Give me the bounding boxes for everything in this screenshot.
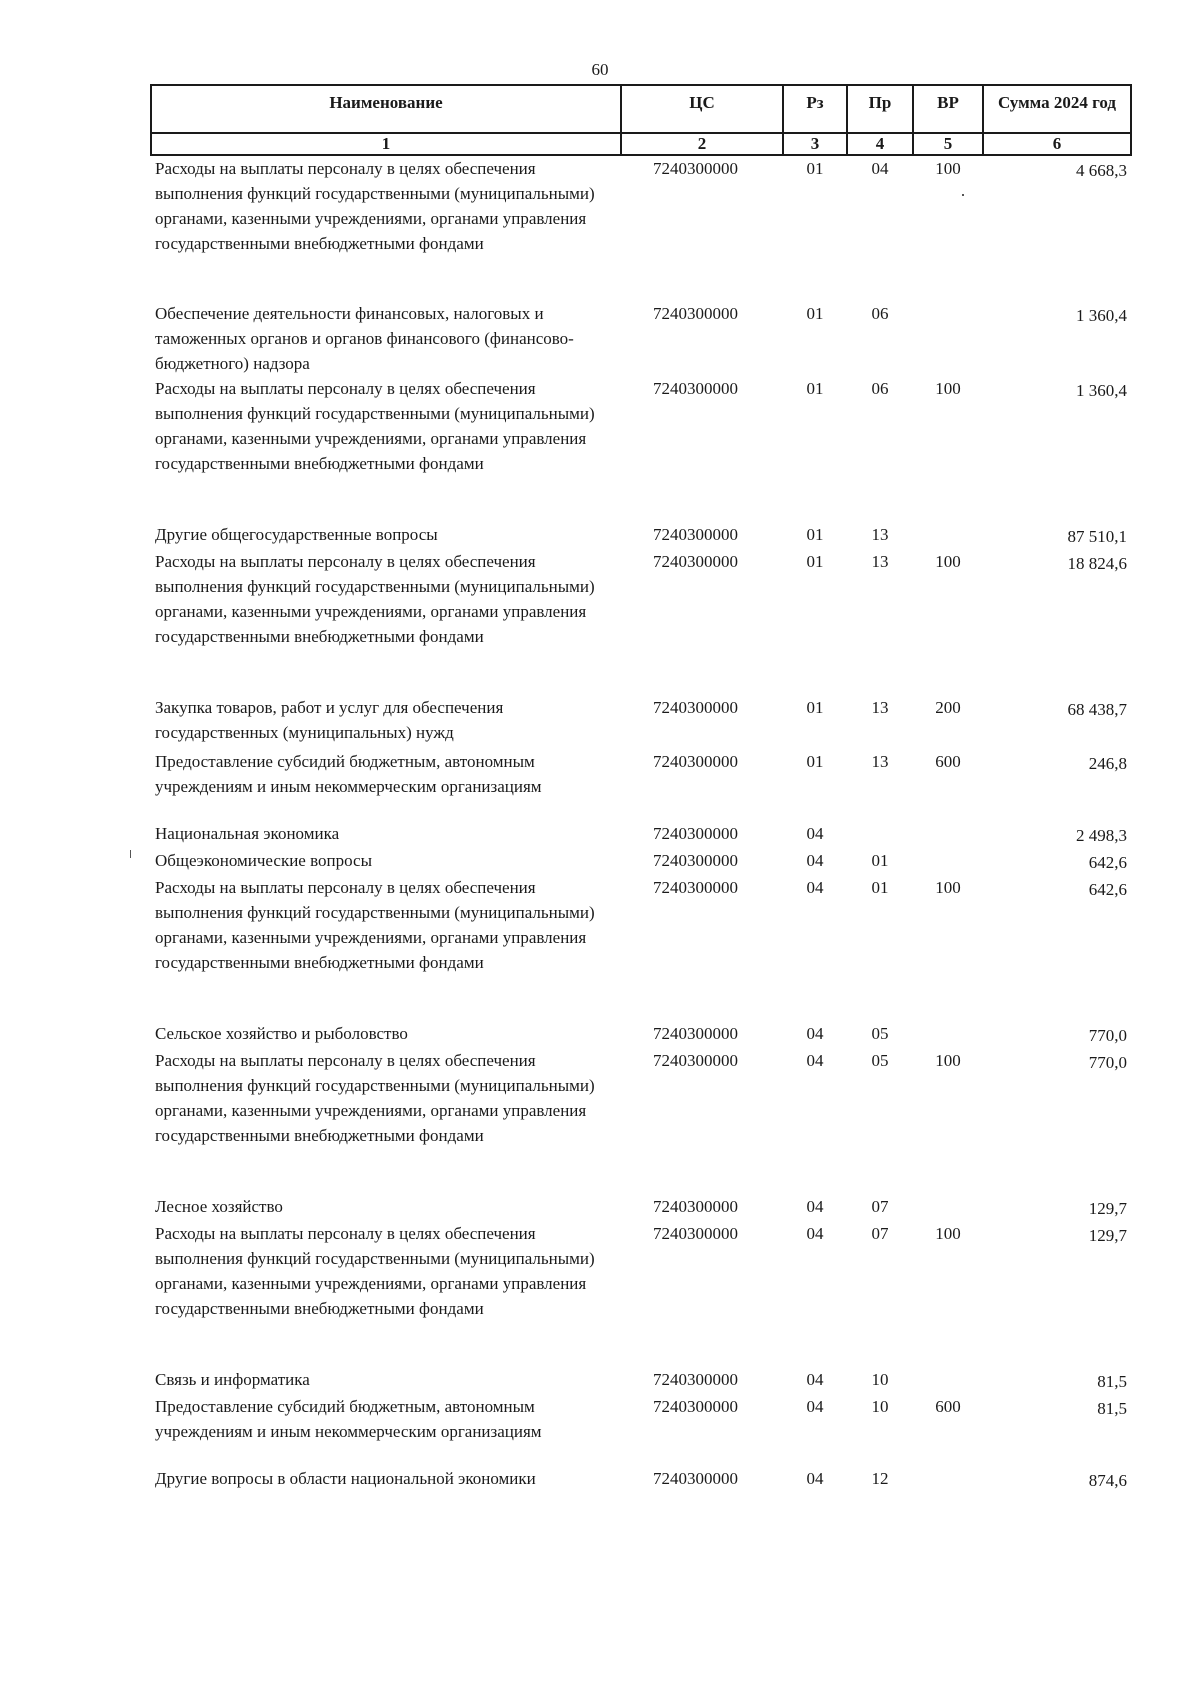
- scan-speck: [962, 194, 964, 196]
- row-vr: 600: [935, 752, 961, 771]
- row-name: Лесное хозяйство: [155, 1197, 283, 1216]
- row-sum: 129,7: [1088, 1226, 1127, 1245]
- row-cs: 7240300000: [653, 1397, 738, 1416]
- table-row: [151, 821, 1131, 848]
- row-name: Обеспечение деятельности финансовых, налоговых и таможенных органов и органов финансового (финансово-бюджетного) надзора: [155, 304, 574, 373]
- row-rz: 04: [806, 1197, 824, 1216]
- row-cs: 7240300000: [653, 1197, 738, 1216]
- row-vr: [913, 821, 983, 848]
- row-cs: 7240300000: [653, 698, 738, 717]
- row-pr: 06: [871, 379, 889, 398]
- row-sum: 18 824,6: [1067, 554, 1127, 573]
- row-rz: 01: [806, 379, 824, 398]
- row-name: Расходы на выплаты персоналу в целях обеспечения выполнения функций государственными (муниципальными) органами, казенными учреждениями, органами управления государственными внебюджетными фондами: [155, 878, 595, 972]
- row-name: Сельское хозяйство и рыболовство: [155, 1024, 408, 1043]
- row-name: Другие вопросы в области национальной экономики: [155, 1469, 536, 1488]
- row-cs: 7240300000: [653, 1024, 738, 1043]
- table-body: [151, 155, 1131, 1493]
- row-sum: 4 668,3: [1076, 161, 1127, 180]
- row-sum: 81,5: [1097, 1399, 1127, 1418]
- row-sum: 642,6: [1088, 853, 1127, 872]
- row-cs: 7240300000: [653, 851, 738, 870]
- row-rz: 04: [806, 1397, 824, 1416]
- row-cs: 7240300000: [653, 1051, 738, 1070]
- header-pr: Пр: [847, 85, 913, 133]
- row-rz: 04: [806, 878, 824, 897]
- row-sum: 246,8: [1088, 754, 1127, 773]
- row-pr: 13: [871, 525, 889, 544]
- row-pr: 07: [871, 1224, 889, 1243]
- row-pr: [847, 821, 913, 848]
- row-pr: 13: [871, 552, 889, 571]
- table-row: [151, 1367, 1131, 1394]
- row-vr: [913, 1367, 983, 1394]
- row-sum: 81,5: [1097, 1372, 1127, 1391]
- row-rz: 04: [806, 1224, 824, 1243]
- table-row: [151, 1048, 1131, 1194]
- row-rz: 04: [806, 824, 824, 843]
- column-number: 3: [783, 133, 847, 155]
- row-name: Национальная экономика: [155, 824, 340, 843]
- row-pr: 13: [871, 752, 889, 771]
- row-rz: 01: [806, 159, 824, 178]
- header-rz: Рз: [783, 85, 847, 133]
- table-row: [151, 376, 1131, 522]
- table-row: [151, 155, 1131, 301]
- header-sum: Сумма 2024 год: [983, 85, 1131, 133]
- row-sum: 129,7: [1088, 1199, 1127, 1218]
- row-pr: 06: [871, 304, 889, 323]
- row-sum: 87 510,1: [1067, 527, 1127, 546]
- column-number: 5: [913, 133, 983, 155]
- row-rz: 01: [806, 552, 824, 571]
- column-number: 6: [983, 133, 1131, 155]
- row-vr: 600: [935, 1397, 961, 1416]
- row-vr: [913, 1021, 983, 1048]
- row-sum: 874,6: [1088, 1471, 1127, 1490]
- row-pr: 01: [871, 878, 889, 897]
- row-cs: 7240300000: [653, 878, 738, 897]
- row-sum: 2 498,3: [1076, 826, 1127, 845]
- row-name: Закупка товаров, работ и услуг для обеспечения государственных (муниципальных) нужд: [155, 698, 504, 742]
- row-pr: 12: [871, 1469, 889, 1488]
- row-pr: 13: [871, 698, 889, 717]
- row-cs: 7240300000: [653, 1469, 738, 1488]
- row-vr: 100: [935, 552, 961, 571]
- row-vr: 100: [935, 379, 961, 398]
- budget-table: [150, 84, 1132, 1493]
- table-row: [151, 522, 1131, 549]
- row-rz: 01: [806, 698, 824, 717]
- row-name: Расходы на выплаты персоналу в целях обеспечения выполнения функций государственными (муниципальными) органами, казенными учреждениями, органами управления государственными внебюджетными фондами: [155, 379, 595, 473]
- row-rz: 04: [806, 1024, 824, 1043]
- row-cs: 7240300000: [653, 1370, 738, 1389]
- table-row: [151, 848, 1131, 875]
- row-vr: [913, 1466, 983, 1493]
- table-row: [151, 549, 1131, 695]
- row-vr: [913, 1194, 983, 1221]
- table-row: [151, 1394, 1131, 1466]
- row-vr: [913, 848, 983, 875]
- row-cs: 7240300000: [653, 525, 738, 544]
- table-row: [151, 749, 1131, 821]
- row-pr: 05: [871, 1051, 889, 1070]
- row-sum: 1 360,4: [1076, 306, 1127, 325]
- row-pr: 04: [871, 159, 889, 178]
- row-vr: 100: [935, 159, 961, 178]
- row-name: Расходы на выплаты персоналу в целях обеспечения выполнения функций государственными (муниципальными) органами, казенными учреждениями, органами управления государственными внебюджетными фондами: [155, 1224, 595, 1318]
- row-name: Связь и информатика: [155, 1370, 310, 1389]
- row-rz: 04: [806, 1469, 824, 1488]
- table-row: [151, 1466, 1131, 1493]
- row-pr: 10: [871, 1370, 889, 1389]
- table-row: [151, 1194, 1131, 1221]
- row-vr: 100: [935, 1051, 961, 1070]
- row-name: Расходы на выплаты персоналу в целях обеспечения выполнения функций государственными (муниципальными) органами, казенными учреждениями, органами управления государственными внебюджетными фондами: [155, 552, 595, 646]
- table-row: [151, 301, 1131, 376]
- table-row: [151, 695, 1131, 749]
- column-number: 2: [621, 133, 783, 155]
- row-name: Другие общегосударственные вопросы: [155, 525, 438, 544]
- table-row: [151, 875, 1131, 1021]
- row-rz: 01: [806, 525, 824, 544]
- row-pr: 10: [871, 1397, 889, 1416]
- header-row: [151, 85, 1131, 133]
- page-number: 60: [591, 60, 609, 79]
- row-vr: [913, 522, 983, 549]
- row-cs: 7240300000: [653, 379, 738, 398]
- column-number: 1: [151, 133, 621, 155]
- scan-speck: [130, 850, 131, 858]
- header-vr: ВР: [913, 85, 983, 133]
- row-sum: 770,0: [1088, 1026, 1127, 1045]
- row-rz: 04: [806, 1051, 824, 1070]
- header-cs: ЦС: [621, 85, 783, 133]
- row-name: Предоставление субсидий бюджетным, автономным учреждениям и иным некоммерческим организациям: [155, 1397, 542, 1441]
- row-name: Расходы на выплаты персоналу в целях обеспечения выполнения функций государственными (муниципальными) органами, казенными учреждениями, органами управления государственными внебюджетными фондами: [155, 1051, 595, 1145]
- row-vr: 100: [935, 1224, 961, 1243]
- row-rz: 01: [806, 304, 824, 323]
- row-name: Общеэкономические вопросы: [155, 851, 372, 870]
- row-cs: 7240300000: [653, 752, 738, 771]
- row-rz: 01: [806, 752, 824, 771]
- row-rz: 04: [806, 1370, 824, 1389]
- row-cs: 7240300000: [653, 304, 738, 323]
- row-pr: 01: [871, 851, 889, 870]
- column-number-row: [151, 133, 1131, 155]
- row-sum: 642,6: [1088, 880, 1127, 899]
- row-rz: 04: [806, 851, 824, 870]
- row-cs: 7240300000: [653, 552, 738, 571]
- row-cs: 7240300000: [653, 1224, 738, 1243]
- row-cs: 7240300000: [653, 159, 738, 178]
- row-name: Предоставление субсидий бюджетным, автономным учреждениям и иным некоммерческим организациям: [155, 752, 542, 796]
- row-pr: 05: [871, 1024, 889, 1043]
- header-name: Наименование: [151, 85, 621, 133]
- row-vr: 100: [935, 878, 961, 897]
- row-name: Расходы на выплаты персоналу в целях обеспечения выполнения функций государственными (муниципальными) органами, казенными учреждениями, органами управления государственными внебюджетными фондами: [155, 159, 595, 253]
- row-pr: 07: [871, 1197, 889, 1216]
- table-row: [151, 1221, 1131, 1367]
- row-cs: 7240300000: [653, 824, 738, 843]
- table-row: [151, 1021, 1131, 1048]
- column-number: 4: [847, 133, 913, 155]
- row-sum: 770,0: [1088, 1053, 1127, 1072]
- row-vr: [913, 301, 983, 376]
- row-vr: 200: [935, 698, 961, 717]
- row-sum: 68 438,7: [1067, 700, 1127, 719]
- row-sum: 1 360,4: [1076, 381, 1127, 400]
